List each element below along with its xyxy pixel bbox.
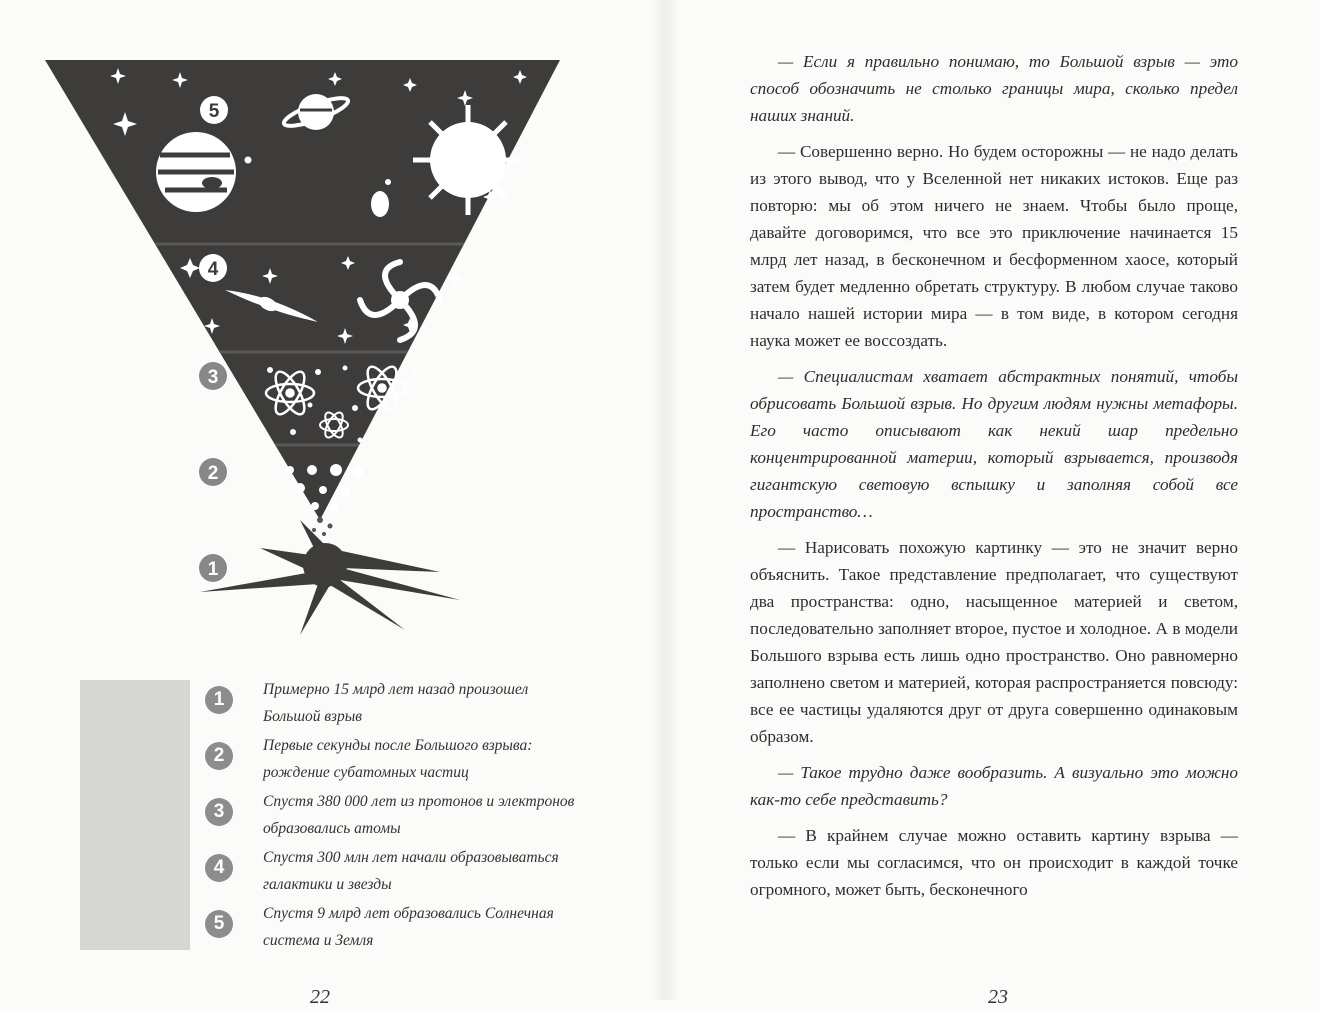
legend-item	[205, 788, 585, 844]
svg-text:1: 1	[207, 559, 219, 580]
svg-text:5: 5	[208, 101, 220, 122]
stage-number-1	[199, 554, 227, 582]
jupiter-icon	[156, 132, 236, 212]
margin-shade	[80, 680, 190, 950]
legend-number: 1	[205, 686, 233, 714]
legend-text: Спустя 380 000 лет из протонов и электронов образовались атомы	[263, 793, 575, 837]
legend-number: 5	[205, 910, 233, 938]
legend-item	[205, 676, 585, 732]
paragraph: — Специалистам хватает абстрактных понятий, чтобы обрисовать Большой взрыв. Но другим людям нужны метафоры. Его часто описывают как некий шар предельно концентрированной материи, который взрывается, производя гигантскую световую вспышку и заполняя собой все пространство…	[750, 367, 1238, 521]
legend-text: Примерно 15 млрд лет назад произошел Большой взрыв	[263, 681, 529, 725]
paragraph: — В крайнем случае можно оставить картину взрыва — только если мы согласимся, что он происходит в каждой точке огромного, может быть, бесконечного	[750, 826, 1238, 899]
legend-number: 2	[205, 742, 233, 770]
stage-number-5	[200, 96, 228, 124]
page-number-left: 22	[310, 986, 330, 1008]
star-icon	[447, 270, 463, 286]
legend-text: Спустя 300 млн лет начали образовываться галактики и звезды	[263, 849, 559, 893]
paragraph: — Нарисовать похожую картинку — это не значит верно объяснить. Такое представление предполагает, что существуют два пространства: одно, насыщенное материей и светом, последовательно заполняет второе, пустое и холодное. А в модели Большого взрыва есть лишь одно пространство. Оно равномерно заполнено светом и материей, которая распространяется повсюду: все ее частицы удаляются друг от друга совершенно одинаковым образом.	[750, 538, 1238, 746]
page-number-right: 23	[988, 986, 1008, 1008]
svg-text:4: 4	[207, 259, 219, 280]
particle-stream	[312, 517, 333, 536]
big-bang-illustration	[0, 0, 650, 660]
legend-text: Первые секунды после Большого взрыва: рождение субатомных частиц	[263, 737, 533, 781]
svg-text:3: 3	[207, 367, 219, 388]
legend-number: 4	[205, 854, 233, 882]
big-bang-explosion-icon	[200, 520, 460, 635]
comet-icon	[371, 191, 389, 217]
legend-text: Спустя 9 млрд лет образовались Солнечная система и Земля	[263, 905, 554, 949]
stage-number-4	[199, 254, 227, 282]
page-gutter	[650, 0, 680, 1000]
legend-number: 3	[205, 798, 233, 826]
legend-item	[205, 844, 585, 900]
paragraph: — Совершенно верно. Но будем осторожны — не надо делать из этого вывод, что у Вселенной нет никаких истоков. Еще раз повторю: мы об этом ничего не знаем. Чтобы было проще, давайте договоримся, что все это приключение начинается 15 млрд лет назад, в бесконечном и бесформенном хаосе, который затем будет медленно обретать структуру. В любом случае таково начало нашей истории мира — в том виде, в котором сегодня наука может ее воссоздать.	[750, 142, 1238, 350]
legend	[205, 676, 585, 956]
stage-number-3	[199, 362, 227, 390]
svg-text:2: 2	[207, 463, 219, 484]
body-text	[750, 48, 1238, 912]
paragraph: — Если я правильно понимаю, то Большой взрыв — это способ обозначить не столько границы мира, сколько предел наших знаний.	[750, 52, 1238, 125]
stage-number-2	[199, 458, 227, 486]
paragraph: — Такое трудно даже вообразить. А визуально это можно как-то себе представить?	[750, 763, 1238, 809]
legend-item	[205, 732, 585, 788]
legend-item	[205, 900, 585, 956]
